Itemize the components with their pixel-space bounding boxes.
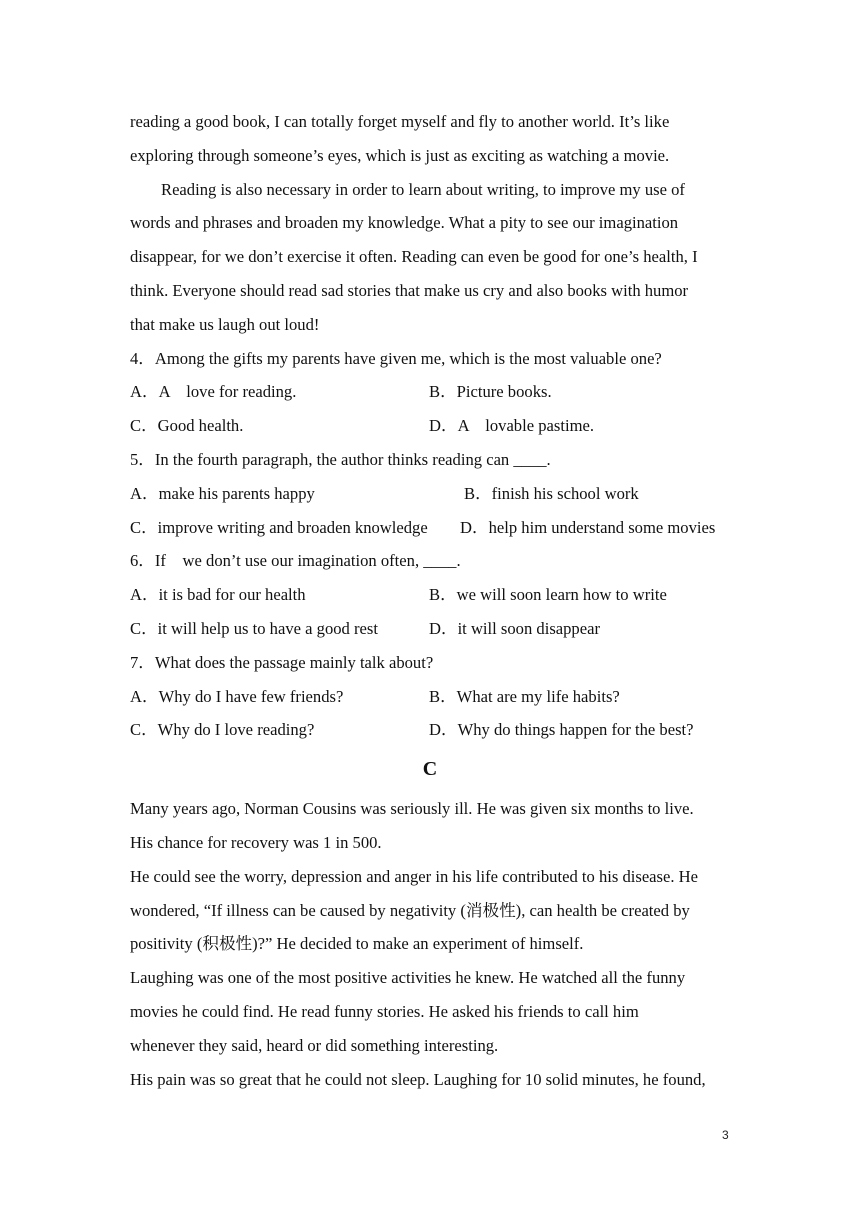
question-stem: 6．If we don’t use our imagination often, ____. — [130, 551, 461, 571]
passage-line: reading a good book, I can totally forget myself and fly to another world. It’s like — [130, 112, 670, 131]
page-number: 3 — [722, 1128, 729, 1142]
passage-line: His pain was so great that he could not sleep. Laughing for 10 solid minutes, he found, — [130, 1069, 706, 1089]
option-b: B．Picture books. — [429, 382, 552, 402]
option-row — [130, 511, 750, 545]
option-row — [130, 612, 750, 646]
option-a: A．Why do I have few friends? — [130, 686, 344, 706]
passage-line: positivity (积极性)?” He decided to make an experiment of himself. — [130, 934, 584, 954]
option-c: C．it will help us to have a good rest — [130, 618, 378, 638]
option-row — [130, 409, 750, 443]
text-body — [130, 105, 750, 1096]
option-row — [130, 578, 750, 612]
passage-line: movies he could find. He read funny stories. He asked his friends to call him — [130, 1001, 639, 1021]
passage-line: His chance for recovery was 1 in 500. — [130, 832, 382, 852]
passage-line: think. Everyone should read sad stories that make us cry and also books with humor — [130, 280, 689, 300]
question-stem: 5．In the fourth paragraph, the author thinks reading can ____. — [130, 449, 551, 469]
passage-line: whenever they said, heard or did something interesting. — [130, 1035, 499, 1055]
option-a: A．A love for reading. — [130, 382, 297, 402]
option-b: B．we will soon learn how to write — [429, 585, 667, 605]
passage-line: Many years ago, Norman Cousins was seriously ill. He was given six months to live. — [130, 799, 694, 819]
passage-line: wondered, “If illness can be caused by negativity (消极性), can health be created by — [130, 900, 690, 920]
passage-line: words and phrases and broaden my knowledge. What a pity to see our imagination — [130, 213, 679, 233]
option-d: D．A lovable pastime. — [429, 416, 594, 436]
option-row — [130, 713, 750, 747]
passage-line: disappear, for we don’t exercise it often. Reading can even be good for one’s health, I — [130, 247, 698, 267]
option-d: D．Why do things happen for the best? — [429, 720, 694, 740]
option-b: B．What are my life habits? — [429, 686, 620, 706]
option-d: D．help him understand some movies — [460, 517, 716, 537]
option-c: C．Why do I love reading? — [130, 720, 315, 740]
passage-line: Reading is also necessary in order to learn about writing, to improve my use of — [161, 179, 685, 199]
option-a: A．it is bad for our health — [130, 585, 306, 605]
option-c: C．improve writing and broaden knowledge — [130, 517, 428, 537]
passage-line: He could see the worry, depression and anger in his life contributed to his disease. He — [130, 866, 699, 886]
option-a: A．make his parents happy — [130, 483, 315, 503]
option-c: C．Good health. — [130, 416, 244, 436]
passage-line: Laughing was one of the most positive activities he knew. He watched all the funny — [130, 968, 686, 988]
question-stem: 4．Among the gifts my parents have given me, which is the most valuable one? — [130, 348, 662, 368]
option-b: B．finish his school work — [464, 483, 639, 503]
option-row — [130, 680, 750, 714]
option-row — [130, 375, 750, 409]
section-heading: C — [422, 758, 438, 781]
question-stem: 7．What does the passage mainly talk about? — [130, 652, 434, 672]
passage-line: that make us laugh out loud! — [130, 314, 320, 334]
passage-line: exploring through someone’s eyes, which is just as exciting as watching a movie. — [130, 145, 670, 165]
option-row — [130, 477, 750, 511]
option-d: D．it will soon disappear — [429, 618, 600, 638]
